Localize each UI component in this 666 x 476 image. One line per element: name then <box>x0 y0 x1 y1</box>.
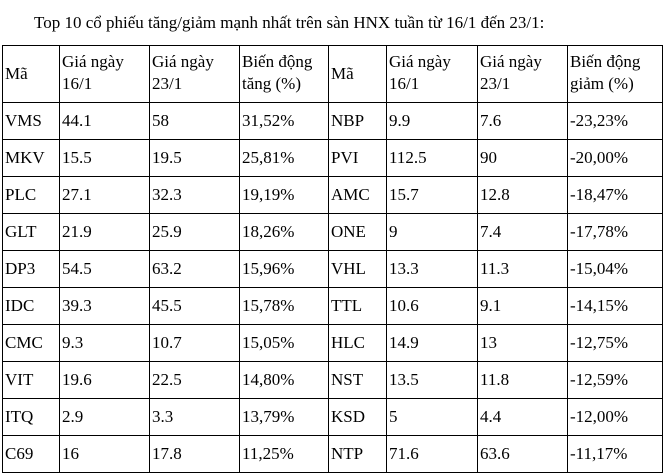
loss-price-16-1-cell: 71.6 <box>387 436 478 473</box>
loss-code-cell: VHL <box>329 251 387 288</box>
gain-price-23-1-cell: 58 <box>150 103 240 140</box>
loss-price-16-1-cell: 15.7 <box>387 177 478 214</box>
gain-price-16-1-cell: 21.9 <box>60 214 150 251</box>
header-loss-change: Biến động giảm (%) <box>568 46 663 103</box>
gain-code-cell: GLT <box>3 214 60 251</box>
loss-price-16-1-cell: 9 <box>387 214 478 251</box>
header-loss-price-23-1: Giá ngày 23/1 <box>478 46 568 103</box>
header-gain-price-16-1: Giá ngày 16/1 <box>60 46 150 103</box>
loss-price-23-1-cell: 9.1 <box>478 288 568 325</box>
loss-price-16-1-cell: 13.3 <box>387 251 478 288</box>
gain-price-16-1-cell: 39.3 <box>60 288 150 325</box>
gain-change-cell: 19,19% <box>240 177 329 214</box>
loss-price-16-1-cell: 9.9 <box>387 103 478 140</box>
header-loss-code: Mã <box>329 46 387 103</box>
gain-change-cell: 13,79% <box>240 399 329 436</box>
gain-code-cell: VMS <box>3 103 60 140</box>
gain-price-16-1-cell: 2.9 <box>60 399 150 436</box>
gain-price-16-1-cell: 15.5 <box>60 140 150 177</box>
loss-code-cell: KSD <box>329 399 387 436</box>
loss-price-23-1-cell: 4.4 <box>478 399 568 436</box>
table-row <box>3 436 663 473</box>
loss-change-cell: -23,23% <box>568 103 663 140</box>
loss-price-16-1-cell: 112.5 <box>387 140 478 177</box>
gain-price-16-1-cell: 44.1 <box>60 103 150 140</box>
table-caption: Top 10 cổ phiếu tăng/giảm mạnh nhất trên sàn HNX tuần từ 16/1 đến 23/1: <box>34 13 545 32</box>
loss-price-16-1-cell: 13.5 <box>387 362 478 399</box>
loss-code-cell: TTL <box>329 288 387 325</box>
loss-change-cell: -11,17% <box>568 436 663 473</box>
gain-change-cell: 15,78% <box>240 288 329 325</box>
loss-price-23-1-cell: 11.8 <box>478 362 568 399</box>
gain-change-cell: 15,96% <box>240 251 329 288</box>
gain-code-cell: IDC <box>3 288 60 325</box>
header-gain-price-23-1: Giá ngày 23/1 <box>150 46 240 103</box>
gain-price-16-1-cell: 9.3 <box>60 325 150 362</box>
loss-change-cell: -17,78% <box>568 214 663 251</box>
table-row <box>3 177 663 214</box>
gain-change-cell: 11,25% <box>240 436 329 473</box>
loss-code-cell: ONE <box>329 214 387 251</box>
loss-change-cell: -12,59% <box>568 362 663 399</box>
loss-change-cell: -12,00% <box>568 399 663 436</box>
gain-price-23-1-cell: 32.3 <box>150 177 240 214</box>
loss-code-cell: PVI <box>329 140 387 177</box>
table-row <box>3 140 663 177</box>
gain-code-cell: PLC <box>3 177 60 214</box>
gain-price-23-1-cell: 19.5 <box>150 140 240 177</box>
gain-price-23-1-cell: 25.9 <box>150 214 240 251</box>
loss-change-cell: -12,75% <box>568 325 663 362</box>
table-row <box>3 288 663 325</box>
loss-price-16-1-cell: 10.6 <box>387 288 478 325</box>
gain-change-cell: 31,52% <box>240 103 329 140</box>
loss-code-cell: NST <box>329 362 387 399</box>
loss-price-23-1-cell: 13 <box>478 325 568 362</box>
loss-price-23-1-cell: 12.8 <box>478 177 568 214</box>
gain-price-23-1-cell: 17.8 <box>150 436 240 473</box>
table-row <box>3 399 663 436</box>
loss-price-23-1-cell: 90 <box>478 140 568 177</box>
header-gain-code: Mã <box>3 46 60 103</box>
gain-change-cell: 14,80% <box>240 362 329 399</box>
gain-code-cell: CMC <box>3 325 60 362</box>
gain-code-cell: C69 <box>3 436 60 473</box>
gain-price-16-1-cell: 27.1 <box>60 177 150 214</box>
gain-price-23-1-cell: 22.5 <box>150 362 240 399</box>
table-row <box>3 362 663 399</box>
loss-change-cell: -14,15% <box>568 288 663 325</box>
gain-change-cell: 18,26% <box>240 214 329 251</box>
gain-price-23-1-cell: 63.2 <box>150 251 240 288</box>
gain-price-16-1-cell: 19.6 <box>60 362 150 399</box>
loss-change-cell: -15,04% <box>568 251 663 288</box>
loss-price-23-1-cell: 11.3 <box>478 251 568 288</box>
loss-code-cell: NBP <box>329 103 387 140</box>
loss-code-cell: HLC <box>329 325 387 362</box>
stock-movers-table <box>2 45 663 473</box>
gain-code-cell: DP3 <box>3 251 60 288</box>
loss-price-23-1-cell: 7.6 <box>478 103 568 140</box>
gain-code-cell: ITQ <box>3 399 60 436</box>
table-row <box>3 325 663 362</box>
gain-price-23-1-cell: 45.5 <box>150 288 240 325</box>
loss-code-cell: NTP <box>329 436 387 473</box>
loss-change-cell: -18,47% <box>568 177 663 214</box>
loss-code-cell: AMC <box>329 177 387 214</box>
loss-price-16-1-cell: 14.9 <box>387 325 478 362</box>
gain-change-cell: 15,05% <box>240 325 329 362</box>
loss-change-cell: -20,00% <box>568 140 663 177</box>
gain-price-23-1-cell: 10.7 <box>150 325 240 362</box>
loss-price-23-1-cell: 63.6 <box>478 436 568 473</box>
loss-price-23-1-cell: 7.4 <box>478 214 568 251</box>
header-gain-change: Biến động tăng (%) <box>240 46 329 103</box>
table-row <box>3 214 663 251</box>
table-row <box>3 103 663 140</box>
loss-price-16-1-cell: 5 <box>387 399 478 436</box>
gain-change-cell: 25,81% <box>240 140 329 177</box>
gain-code-cell: VIT <box>3 362 60 399</box>
gain-code-cell: MKV <box>3 140 60 177</box>
header-loss-price-16-1: Giá ngày 16/1 <box>387 46 478 103</box>
table-header-row <box>3 46 663 103</box>
gain-price-16-1-cell: 16 <box>60 436 150 473</box>
gain-price-23-1-cell: 3.3 <box>150 399 240 436</box>
gain-price-16-1-cell: 54.5 <box>60 251 150 288</box>
table-row <box>3 251 663 288</box>
